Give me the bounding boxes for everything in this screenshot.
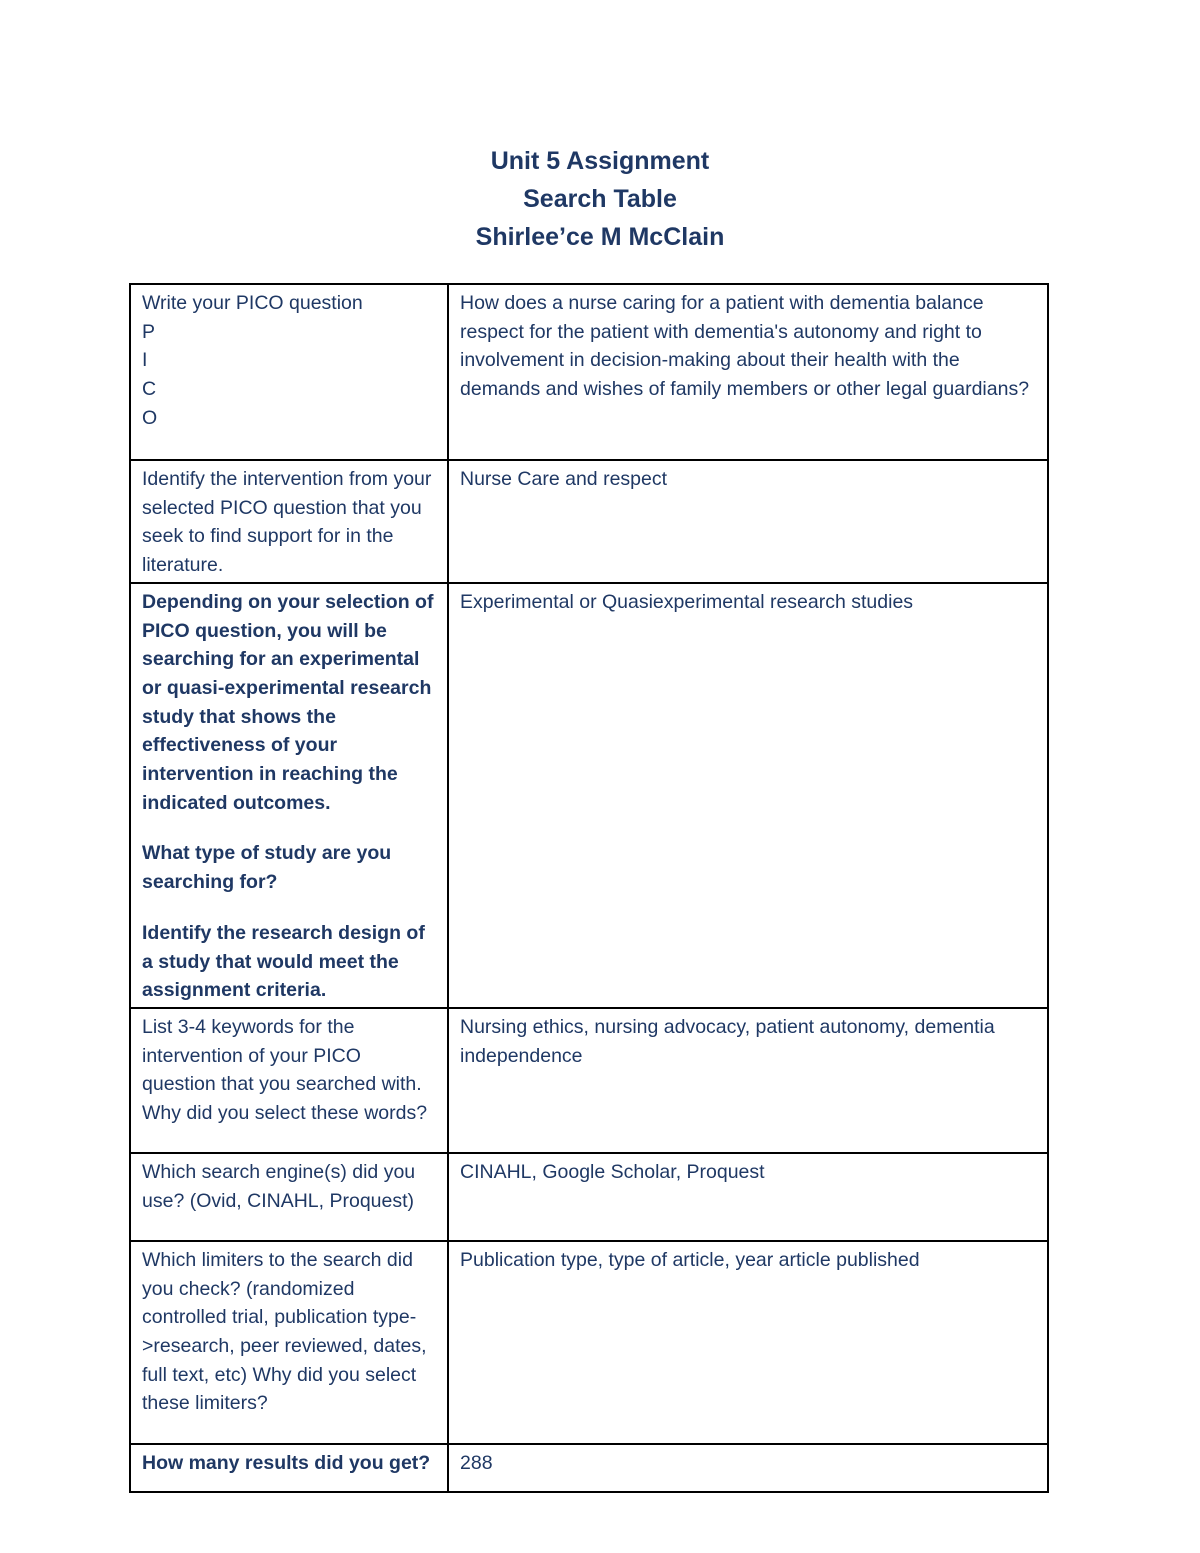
table-row [130, 1241, 1048, 1444]
prompt-paragraph: What type of study are you searching for? [142, 842, 392, 894]
search-engines-answer: CINAHL, Google Scholar, Proquest [460, 1160, 765, 1183]
intervention-answer: Nurse Care and respect [460, 468, 668, 490]
prompt-cell [130, 1241, 448, 1444]
study-type-answer: Experimental or Quasiexperimental research studies [460, 590, 914, 613]
table-row [130, 1153, 1048, 1241]
answer-cell [448, 1153, 1048, 1241]
table-row [130, 1444, 1048, 1492]
prompt-cell [130, 583, 448, 1008]
prompt-cell [130, 460, 448, 583]
table-row [130, 583, 1048, 1008]
prompt-cell [130, 284, 448, 460]
keywords-answer: Nursing ethics, nursing advocacy, patient autonomy, dementia independence [460, 1015, 995, 1067]
pico-letter-p: P [142, 320, 156, 343]
prompt-text: Identify the intervention from your selected PICO question that you seek to find support for in the literature. [142, 468, 432, 577]
author-name: Shirlee’ce M McClain [475, 223, 725, 251]
prompt-cell [130, 1153, 448, 1241]
pico-question-answer: How does a nurse caring for a patient with dementia balance respect for the patient with dementia's autonomy and right to involvement in decision-making about their health with the demands and wishes of family members or other legal guardians? [460, 292, 1030, 401]
pico-letter-i: I [142, 349, 148, 372]
prompt-text: Which limiters to the search did you check? (randomized controlled trial, publication type->research, peer reviewed, dates, full text, etc) Why did you select these limiters? [142, 1248, 427, 1415]
prompt-paragraph: Identify the research design of a study that would meet the assignment criteria. [142, 921, 425, 1002]
results-count-answer: 288 [460, 1451, 493, 1474]
limiters-answer: Publication type, type of article, year article published [460, 1248, 920, 1271]
document-header [0, 142, 1200, 256]
pico-letter-o: O [142, 406, 158, 429]
table-row [130, 1008, 1048, 1153]
prompt-cell [130, 1444, 448, 1492]
answer-cell [448, 1008, 1048, 1153]
table-title: Search Table [523, 185, 677, 213]
prompt-text: List 3-4 keywords for the intervention of your PICO question that you searched with. Why did you select these words? [142, 1015, 428, 1125]
prompt-paragraph: Depending on your selection of PICO question, you will be searching for an experimental or quasi-experimental research study that shows the effectiveness of your intervention in reaching the indicated outcomes. [142, 590, 434, 814]
answer-cell [448, 284, 1048, 460]
prompt-text: Write your PICO question [142, 292, 363, 314]
pico-letters [142, 318, 437, 433]
search-table [129, 283, 1049, 1493]
table-row [130, 284, 1048, 460]
answer-cell [448, 460, 1048, 583]
answer-cell [448, 583, 1048, 1008]
table-row [130, 460, 1048, 583]
prompt-text: How many results did you get? [142, 1451, 431, 1474]
prompt-text: Which search engine(s) did you use? (Ovid, CINAHL, Proquest) [142, 1160, 416, 1212]
prompt-cell [130, 1008, 448, 1153]
answer-cell [448, 1444, 1048, 1492]
pico-letter-c: C [142, 378, 157, 401]
assignment-title: Unit 5 Assignment [490, 147, 710, 175]
answer-cell [448, 1241, 1048, 1444]
